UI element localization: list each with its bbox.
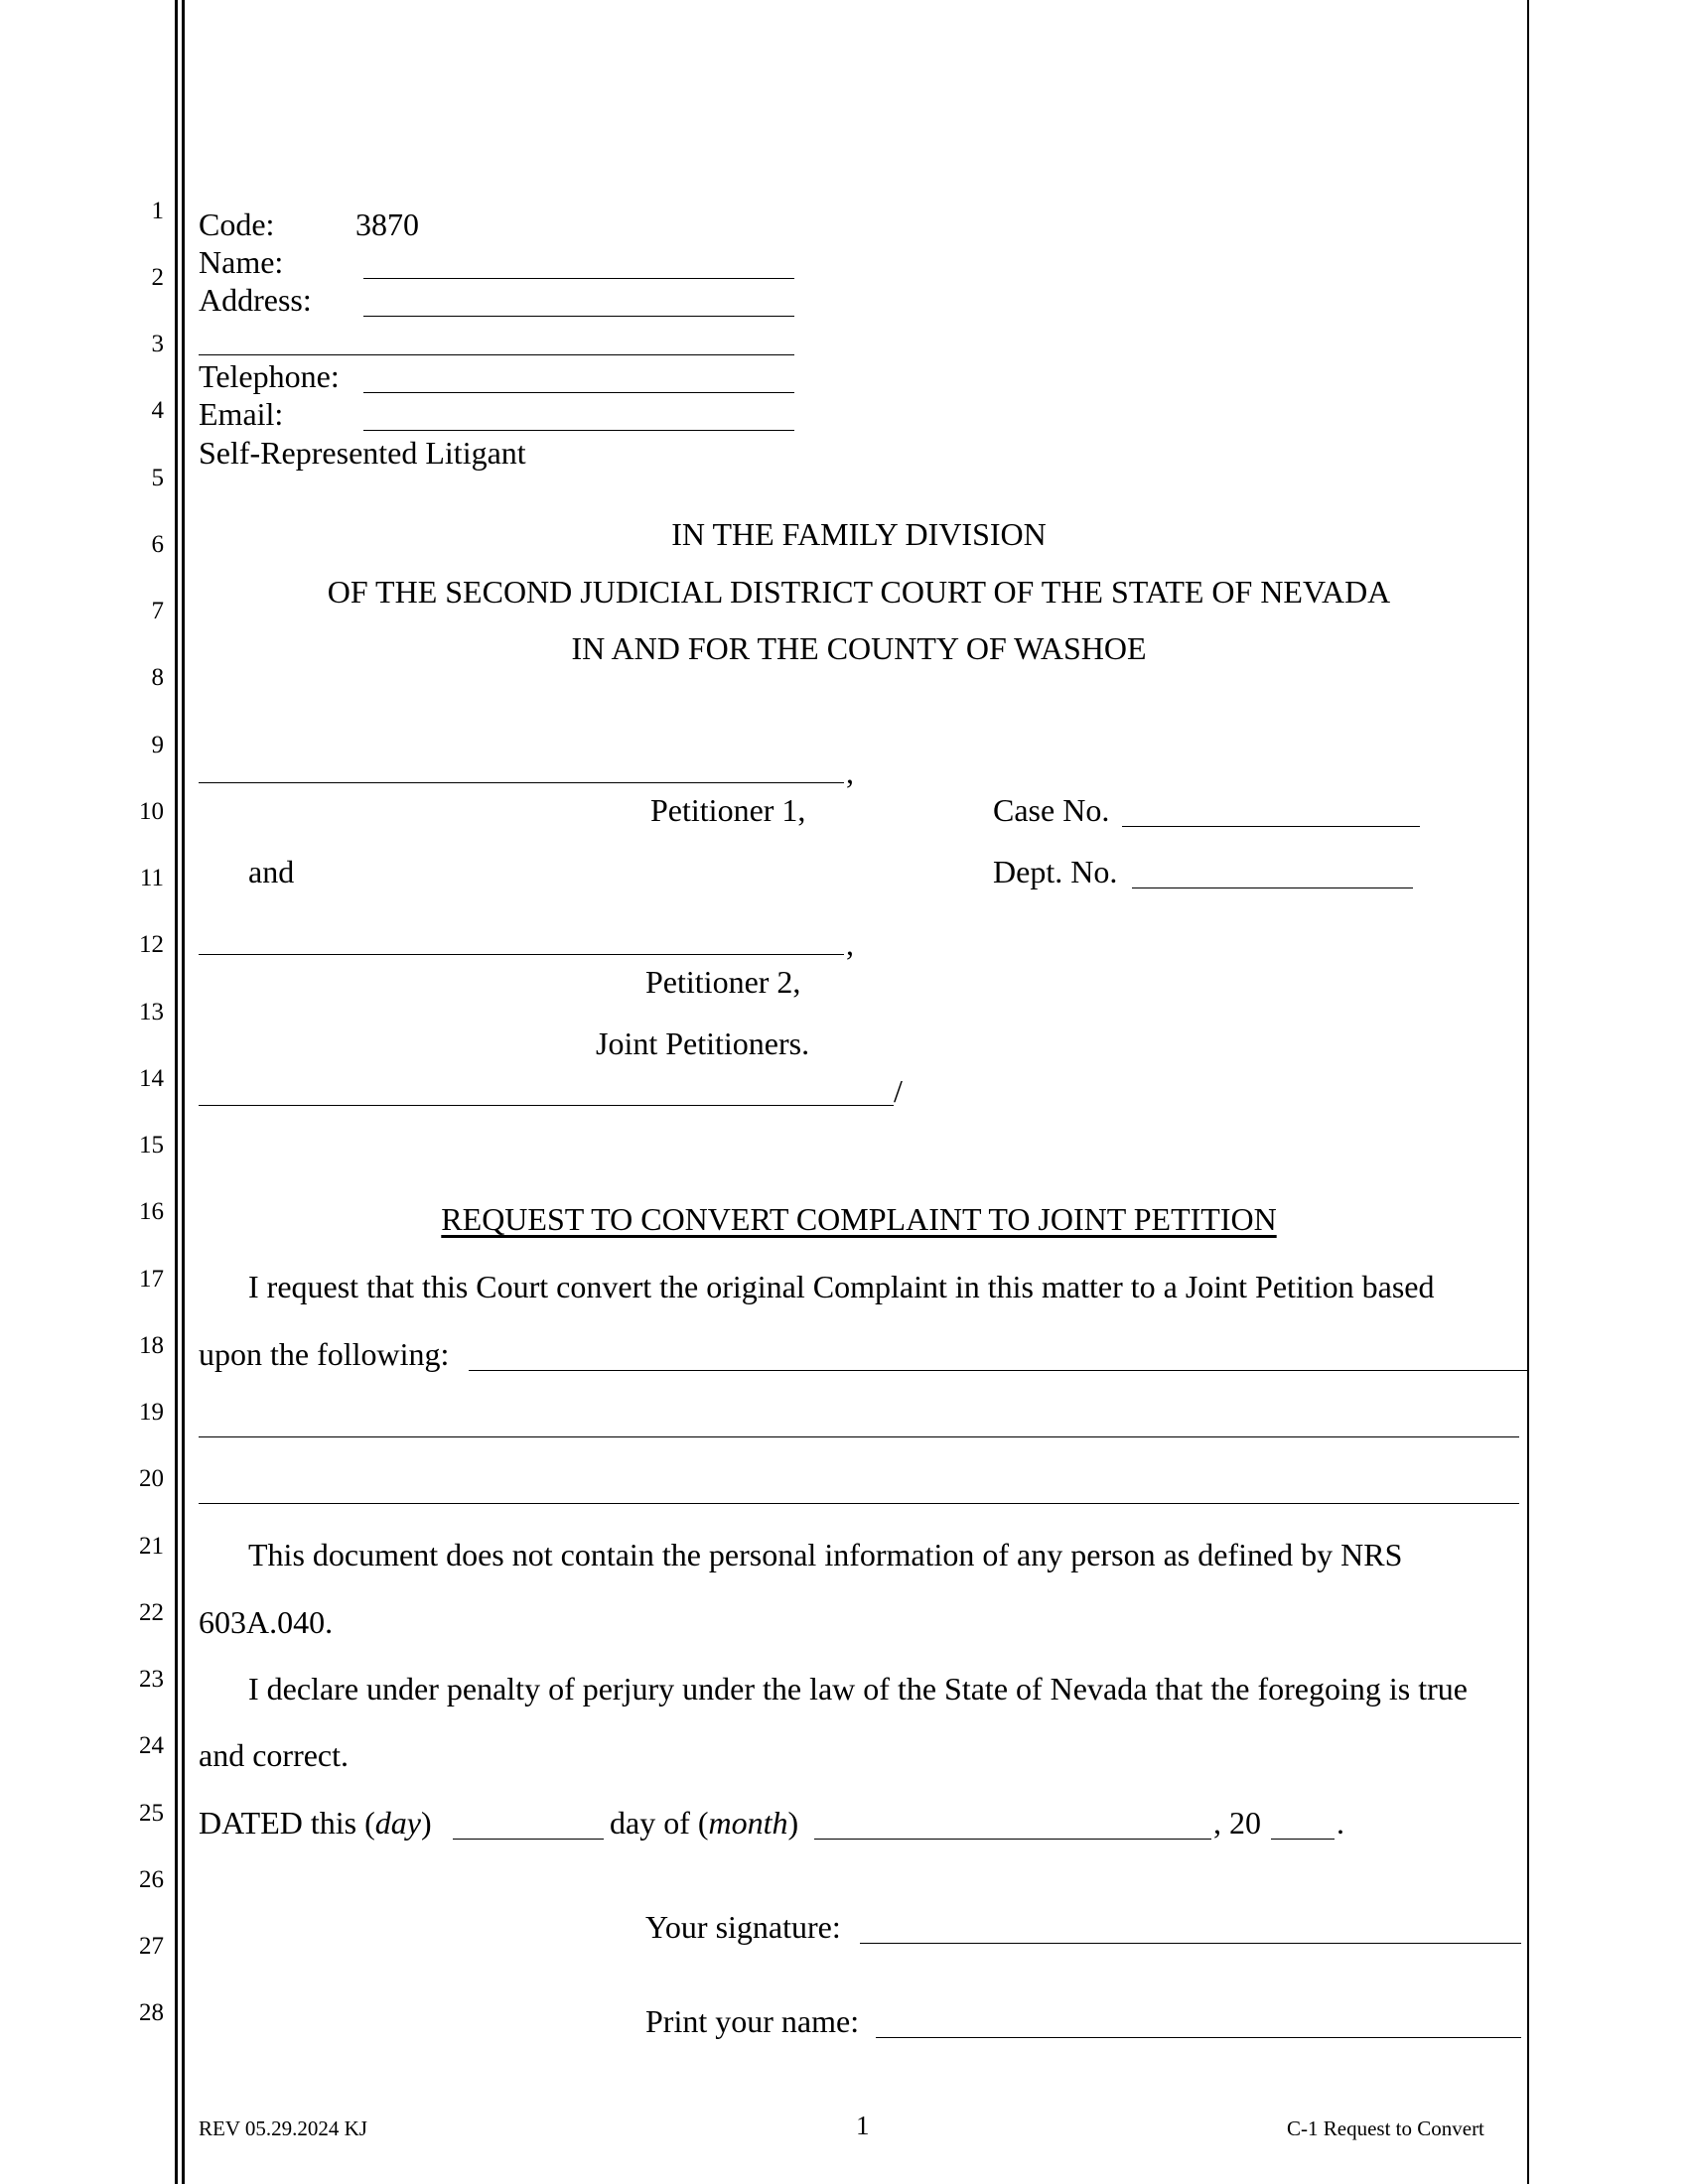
- court-heading-line2: OF THE SECOND JUDICIAL DISTRICT COURT OF THE STATE OF NEVADA: [327, 574, 1391, 610]
- line-number: 20: [139, 1465, 164, 1492]
- line-number: 23: [139, 1666, 164, 1693]
- case-no-field[interactable]: [1122, 826, 1420, 827]
- petitioner2-name-field[interactable]: [199, 954, 844, 955]
- dated-line-month: [610, 1807, 798, 1839]
- court-heading-line1: IN THE FAMILY DIVISION: [671, 516, 1047, 552]
- request-text-line1: I request that this Court convert the original Complaint in this matter to a Joint Petition based: [248, 1269, 1435, 1304]
- print-name-field[interactable]: [876, 2037, 1521, 2038]
- signature-label: Your signature:: [645, 1909, 841, 1945]
- line-number: 5: [151, 465, 164, 491]
- petitioner2-label: Petitioner 2,: [645, 964, 801, 1000]
- line-number: 13: [139, 999, 164, 1025]
- reason-field-line3[interactable]: [199, 1503, 1519, 1504]
- caption-slash: /: [894, 1073, 903, 1109]
- line-number: 10: [139, 798, 164, 825]
- dated-period: .: [1336, 1805, 1344, 1841]
- line-number: 9: [151, 732, 164, 758]
- caption-comma: ,: [846, 926, 854, 962]
- form-id: C-1 Request to Convert: [1287, 2116, 1484, 2140]
- line-number: 21: [139, 1533, 164, 1560]
- signature-field[interactable]: [860, 1943, 1521, 1944]
- line-number: 1: [151, 198, 164, 224]
- email-label: Email:: [199, 396, 284, 432]
- dated-dayof: day of (: [610, 1805, 709, 1841]
- and-label: and: [248, 854, 295, 889]
- line-number: 14: [139, 1065, 164, 1092]
- dated-close: ): [420, 1805, 432, 1841]
- telephone-label: Telephone:: [199, 358, 340, 394]
- line-number: 26: [139, 1866, 164, 1893]
- line-number: 19: [139, 1399, 164, 1426]
- address-field-line1[interactable]: [363, 316, 794, 317]
- right-margin-rule: [1527, 0, 1529, 2184]
- reason-field-line1[interactable]: [469, 1370, 1527, 1371]
- reason-field-line2[interactable]: [199, 1436, 1519, 1437]
- revision-code: REV 05.29.2024 KJ: [199, 2116, 367, 2140]
- dated-year-prefix: , 20: [1213, 1805, 1261, 1841]
- code-value: 3870: [355, 206, 419, 242]
- line-number: 16: [139, 1198, 164, 1225]
- name-field[interactable]: [363, 278, 794, 279]
- dated-year-field[interactable]: [1271, 1839, 1335, 1840]
- line-number: 27: [139, 1933, 164, 1960]
- line-number: 24: [139, 1732, 164, 1759]
- line-number: 18: [139, 1332, 164, 1359]
- dated-line: [199, 1807, 432, 1839]
- line-number: 17: [139, 1266, 164, 1293]
- line-number: 2: [151, 264, 164, 291]
- privacy-text-line1: This document does not contain the personal information of any person as defined by NRS: [248, 1537, 1403, 1572]
- privacy-text-line2: 603A.040.: [199, 1604, 334, 1640]
- line-number: 7: [151, 598, 164, 624]
- line-number: 8: [151, 664, 164, 691]
- line-number: 6: [151, 531, 164, 558]
- dated-day-field[interactable]: [453, 1839, 604, 1840]
- line-number: 12: [139, 931, 164, 958]
- dated-day-hint: day: [374, 1805, 421, 1841]
- declaration-text-line2: and correct.: [199, 1737, 350, 1773]
- petitioner1-name-field[interactable]: [199, 782, 844, 783]
- line-number: 4: [151, 397, 164, 424]
- address-field-line2[interactable]: [199, 354, 794, 355]
- caption-closing-line: [199, 1105, 894, 1106]
- left-margin-rule-outer: [175, 0, 178, 2184]
- case-no-label: Case No.: [993, 792, 1110, 828]
- left-margin-rule-inner: [182, 0, 185, 2184]
- request-text-line2: upon the following:: [199, 1336, 450, 1372]
- print-name-label: Print your name:: [645, 2003, 860, 2039]
- dept-no-field[interactable]: [1132, 887, 1413, 888]
- code-label: Code:: [199, 206, 275, 242]
- line-number: 25: [139, 1800, 164, 1827]
- declaration-text-line1: I declare under penalty of perjury under the law of the State of Nevada that the foregoing is true: [248, 1671, 1468, 1706]
- email-field[interactable]: [363, 430, 794, 431]
- document-title: REQUEST TO CONVERT COMPLAINT TO JOINT PETITION: [441, 1201, 1277, 1237]
- line-number: 11: [139, 865, 164, 891]
- address-label: Address:: [199, 282, 312, 318]
- page-number: 1: [856, 2111, 870, 2140]
- dept-no-label: Dept. No.: [993, 854, 1118, 889]
- dated-month-hint: month: [708, 1805, 788, 1841]
- litigant-status: Self-Represented Litigant: [199, 435, 526, 471]
- petitioner1-label: Petitioner 1,: [650, 792, 806, 828]
- line-number: 28: [139, 1999, 164, 2026]
- dated-prefix: DATED this (: [199, 1805, 375, 1841]
- caption-comma: ,: [846, 754, 854, 790]
- telephone-field[interactable]: [363, 392, 794, 393]
- dated-month-field[interactable]: [814, 1839, 1211, 1840]
- court-heading-line3: IN AND FOR THE COUNTY OF WASHOE: [571, 630, 1147, 666]
- name-label: Name:: [199, 244, 284, 280]
- line-number: 15: [139, 1132, 164, 1159]
- dated-close: ): [787, 1805, 799, 1841]
- line-number: 3: [151, 331, 164, 357]
- joint-petitioners-label: Joint Petitioners.: [596, 1025, 810, 1061]
- line-number: 22: [139, 1599, 164, 1626]
